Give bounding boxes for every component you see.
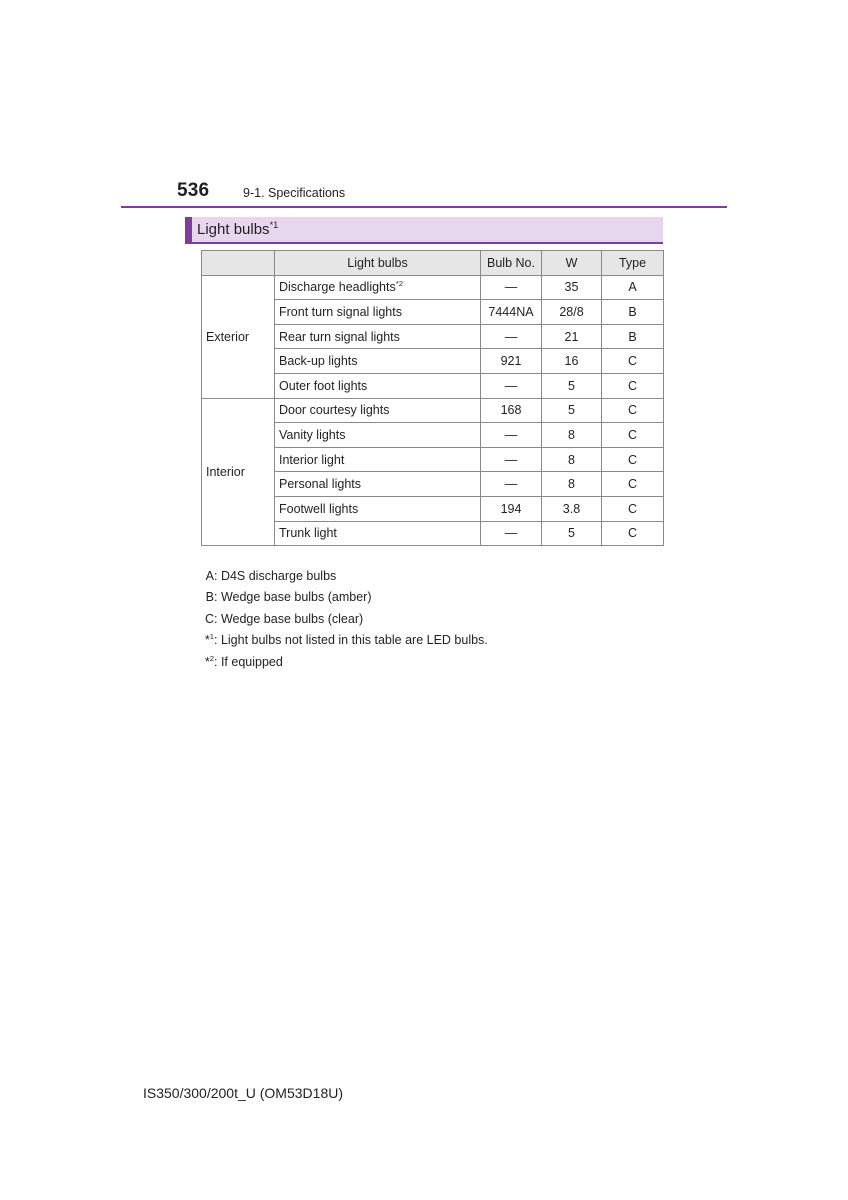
note-text: : Wedge base bulbs (amber) [214,590,372,605]
type-cell: C [602,472,664,497]
note-key-text: * [204,633,210,648]
note-key-text: B [205,590,214,605]
wattage-cell: 8 [542,423,602,448]
notes [194,566,488,673]
note-key-sup: 2 [209,653,214,663]
wattage-cell: 5 [542,373,602,398]
header-watts: W [542,251,602,276]
section-heading [185,217,663,243]
table-body [202,275,664,546]
footer-model-code: IS350/300/200t_U (OM53D18U) [143,1085,343,1101]
type-cell: C [602,521,664,546]
type-cell: C [602,398,664,423]
bulb-number-cell: 194 [481,496,542,521]
bulb-name: Footwell lights [279,501,359,516]
bulb-name: Personal lights [279,477,361,492]
bulb-name-cell [275,373,481,398]
bulb-number-cell: — [481,275,542,300]
wattage-cell: 35 [542,275,602,300]
bulb-name-cell [275,324,481,349]
header-rule [121,206,727,208]
type-cell: B [602,300,664,325]
bulb-name: Outer foot lights [279,378,368,393]
bulb-name-cell [275,398,481,423]
note-key-sup: 1 [209,632,214,642]
group-label: Interior [202,398,275,546]
note-line [194,609,488,630]
note-text: : Light bulbs not listed in this table are LED bulbs. [214,633,488,648]
type-cell: B [602,324,664,349]
bulb-name: Trunk light [279,526,337,541]
type-cell: C [602,447,664,472]
note-text: : Wedge base bulbs (clear) [214,611,364,626]
bulb-name-cell [275,275,481,300]
header-type: Type [602,251,664,276]
bulb-name: Back-up lights [279,354,358,369]
note-key [194,587,214,608]
bulb-number-cell: 921 [481,349,542,374]
type-cell: C [602,373,664,398]
bulb-number-cell: — [481,423,542,448]
bulb-name: Vanity lights [279,427,346,442]
note-key [194,566,214,587]
note-key [194,609,214,630]
bulb-name-cell [275,300,481,325]
bulb-number-cell: 7444NA [481,300,542,325]
wattage-cell: 8 [542,447,602,472]
bulb-name-cell [275,349,481,374]
bulb-name: Discharge headlights [279,280,396,295]
wattage-cell: 3.8 [542,496,602,521]
wattage-cell: 5 [542,398,602,423]
note-key-text: A [205,569,214,583]
section-heading-text: Light bulbs [197,221,270,238]
type-cell: C [602,349,664,374]
note-line [194,566,488,587]
bulb-name-cell [275,521,481,546]
light-bulbs-table [201,250,664,546]
bulb-number-cell: — [481,521,542,546]
type-cell: C [602,496,664,521]
table-header-row [202,251,664,276]
note-key-text: C [204,611,214,626]
note-key [194,652,214,673]
table-row [202,398,664,423]
header-light-bulbs: Light bulbs [275,251,481,276]
note-line [194,587,488,608]
bulb-number-cell: — [481,472,542,497]
bulb-name-cell [275,447,481,472]
bulb-name: Door courtesy lights [279,403,390,418]
note-text: : D4S discharge bulbs [214,569,337,583]
header-blank [202,251,275,276]
wattage-cell: 21 [542,324,602,349]
footnote-ref: *2 [395,279,404,289]
bulb-number-cell: — [481,373,542,398]
type-cell: A [602,275,664,300]
bulb-number-cell: — [481,324,542,349]
type-cell: C [602,423,664,448]
bulb-name-cell [275,423,481,448]
wattage-cell: 28/8 [542,300,602,325]
page-number: 536 [177,180,210,201]
bulb-name: Rear turn signal lights [279,329,400,344]
header-bulb-no: Bulb No. [481,251,542,276]
section-label: 9-1. Specifications [243,186,346,200]
heading-underline [185,242,663,244]
note-line [194,652,488,673]
wattage-cell: 5 [542,521,602,546]
section-heading-title [197,221,278,238]
bulb-name-cell [275,472,481,497]
note-key-text: * [204,654,210,669]
bulb-number-cell: — [481,447,542,472]
note-line [194,630,488,651]
bulb-name: Front turn signal lights [279,304,402,319]
wattage-cell: 16 [542,349,602,374]
group-label: Exterior [202,275,275,398]
wattage-cell: 8 [542,472,602,497]
bulb-name: Interior light [279,452,345,467]
note-text: : If equipped [214,654,283,669]
section-heading-ref: *1 [269,220,279,230]
note-key [194,630,214,651]
table-row [202,275,664,300]
bulb-number-cell: 168 [481,398,542,423]
bulb-name-cell [275,496,481,521]
